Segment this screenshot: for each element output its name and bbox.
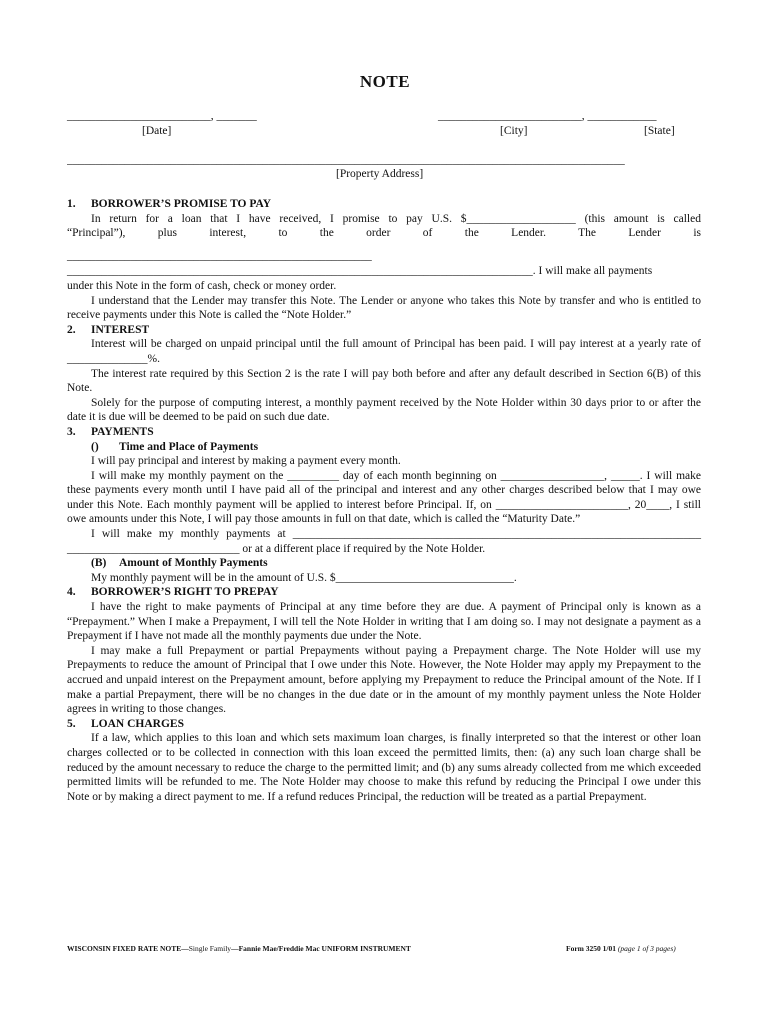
section-5-para-1: If a law, which applies to this loan and which sets maximum loan charges, is finally interpreted so that the interest or other loan charges collected or to be collected in connection with this loan exceed the permitted limits, then: (a) any such loan charge shall be reduced by the amount necessary to reduce the charge to the permitted limit; and (b) any sums already collected from me which exceeded permitted limits will be refunded to me. The Note Holder may choose to make this refund by reducing the Principal I owe under this Note or by making a direct payment to me. If a refund reduces Principal, the reduction will be treated as a partial Prepayment. [67,732,701,803]
section-2-para-1: Interest will be charged on unpaid principal until the full amount of Principal has been paid. I will pay interest at a yearly rate of ______________%. [67,338,701,365]
footer-form-number [566,944,676,953]
section-number: 2. [67,323,76,336]
subsection-label: (B) [91,557,107,570]
section-2-para-3: Solely for the purpose of computing interest, a monthly payment received by the Note Holder within 30 days prior to or after the date it is due will be deemed to be paid on such due date. [67,396,701,424]
section-1-line-2: “Principal”), plus interest, to the order of the Lender. The Lender is [67,227,701,240]
section-5-heading [67,717,701,732]
section-1-line-1: In return for a loan that I have received, I promise to pay U.S. $___________________ (this amount is called [91,212,701,225]
footer-title-part: —Fannie Mae/Freddie Mac UNIFORM INSTRUMENT [231,944,411,953]
section-number: 4. [67,586,76,599]
footer-instrument-title [67,944,411,953]
section-number: 5. [67,717,76,730]
document-body [67,197,701,804]
section-title: BORROWER’S RIGHT TO PREPAY [91,586,279,599]
section-2-para-2: The interest rate required by this Section 2 is the rate I will pay both before and after any default described in Section 6(B) of this Note. [67,367,701,395]
date-label: [Date] [142,125,172,137]
subsection-title: Amount of Monthly Payments [119,557,268,570]
section-3a-para-1: I will pay principal and interest by making a payment every month. [91,455,401,468]
section-title: INTEREST [91,323,150,336]
section-1-line-5: under this Note in the form of cash, check or money order. [67,279,337,292]
subsection-b-heading [67,556,701,571]
form-number: Form 3250 1/01 [566,944,616,953]
lender-address-blank: _________________________________________________________________________________. I will make all payments [67,265,653,278]
section-title: LOAN CHARGES [91,717,184,730]
property-address-label: [Property Address] [336,168,424,180]
footer-title-part: WISCONSIN FIXED RATE NOTE— [67,944,189,953]
section-3a-para-2: I will make my monthly payment on the _________ day of each month beginning on __________________, _____. I will make these payments every month until I have paid all of the principal and interest and any other charges described below that I may owe under this Note. Each monthly payment will be applied to interest before Principal. If, on _______________________, 20____, I still owe amounts under this Note, I will pay those amounts in full on that date, which is called the “Maturity Date.” [67,469,701,526]
subsection-label: () [91,440,99,453]
section-4-heading [67,585,701,600]
document-title: NOTE [359,72,411,91]
state-label: [State] [644,125,675,137]
subsection-a-heading [67,440,701,455]
section-number: 3. [67,425,76,438]
date-blank: _________________________, _______ [67,110,257,122]
lender-name-blank: _____________________________________________________ [67,249,372,262]
section-3-heading [67,425,701,440]
section-1-para-2: I understand that the Lender may transfer this Note. The Lender or anyone who takes this Note by transfer and who is entitled to receive payments under this Note is called the “Note Holder.” [67,294,701,322]
section-title: PAYMENTS [91,425,154,438]
city-state-blank: _________________________, ____________ [438,110,657,122]
footer-title-part: Single Family [188,944,232,953]
property-address-blank: _________________________________________________________________________________________________ [67,154,625,166]
section-4-para-2: I may make a full Prepayment or partial Prepayments without paying a Prepayment charge. The Note Holder will use my Prepayments to reduce the amount of Principal that I owe under this Note. However, the Note Holder may apply my Prepayment to the accrued and unpaid interest on the Prepayment amount, before applying my Prepayment to reduce the Principal amount of the Note. If I make a partial Prepayment, there will be no changes in the due date or in the amount of my monthly payment unless the Note Holder agrees in writing to those changes. [67,644,701,716]
section-3b-para-1: My monthly payment will be in the amount of U.S. $_______________________________. [91,571,517,584]
section-number: 1. [67,198,76,210]
section-3a-para-3: I will make my monthly payments at _______________________________________________________________________ [91,528,701,541]
section-2-heading [67,323,701,338]
section-4-para-1: I have the right to make payments of Principal at any time before they are due. A payment of Principal only is known as a “Prepayment.” When I make a Prepayment, I will tell the Note Holder in writing that I am doing so. I may not designate a payment as a Prepayment if I have not made all the monthly payments due under the Note. [67,601,701,643]
page-indicator: (page 1 of 3 pages) [617,944,676,953]
section-3a-para-3-cont: ______________________________ or at a different place if required by the Note Holder. [67,542,486,555]
section-1-heading [67,197,701,212]
city-label: [City] [500,125,528,137]
section-title: BORROWER’S PROMISE TO PAY [91,198,272,210]
subsection-title: Time and Place of Payments [119,440,259,453]
